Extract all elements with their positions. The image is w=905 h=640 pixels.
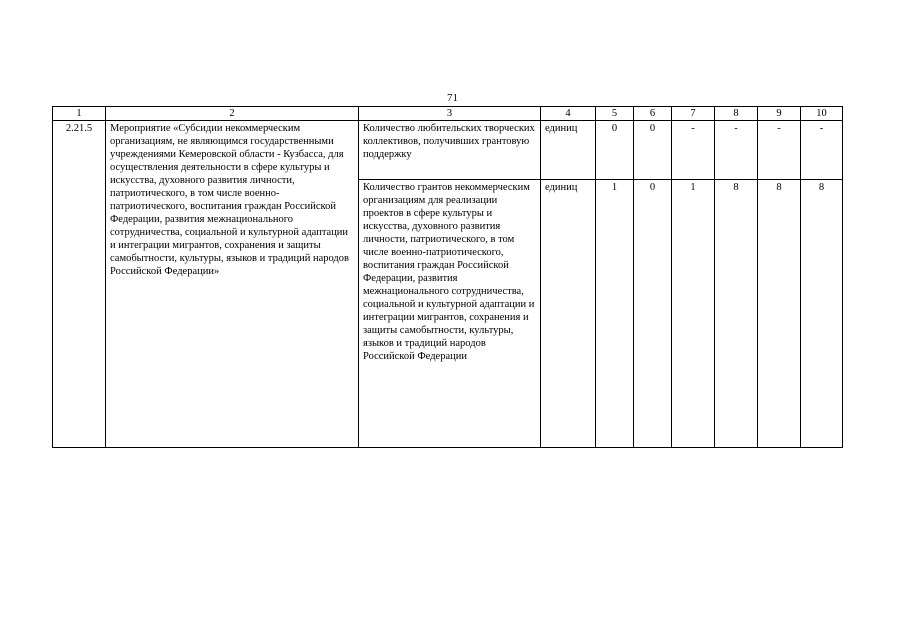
indicator-name: Количество любительских творческих коллективов, получивших грантовую поддержку <box>359 121 541 180</box>
indicator-unit: единиц <box>541 180 596 448</box>
indicator-unit: единиц <box>541 121 596 180</box>
header-col-8: 8 <box>715 107 758 121</box>
indicator-value-5: 0 <box>596 121 634 180</box>
table-row <box>53 121 843 180</box>
indicators-table <box>52 106 843 448</box>
indicator-value-5: 1 <box>596 180 634 448</box>
header-col-4: 4 <box>541 107 596 121</box>
header-col-5: 5 <box>596 107 634 121</box>
header-col-7: 7 <box>672 107 715 121</box>
indicator-value-7: 1 <box>672 180 715 448</box>
indicator-value-6: 0 <box>634 180 672 448</box>
header-col-2: 2 <box>106 107 359 121</box>
header-col-6: 6 <box>634 107 672 121</box>
indicator-value-9: - <box>758 121 801 180</box>
header-col-3: 3 <box>359 107 541 121</box>
indicator-value-7: - <box>672 121 715 180</box>
measure-description: Мероприятие «Субсидии некоммерческим организациям, не являющимся государственными учреждениями Кемеровской области - Кузбасса, для осуществления деятельности в сфере культуры и искусства, духовного развития личности, патриотического, в том числе военно-патриотического, воспитания граждан Российской Федерации, развития межнационального сотрудничества, социальной и культурной адаптации и интеграции мигрантов, сохранения и защиты самобытности, культуры, языков и традиций народов Российской Федерации» <box>106 121 359 448</box>
header-col-10: 10 <box>801 107 843 121</box>
indicator-value-8: 8 <box>715 180 758 448</box>
indicator-name: Количество грантов некоммерческим организациям для реализации проектов в сфере культуры и искусства, духовного развития личности, патриотического, в том числе военно-патриотического, воспитания граждан Российской Федерации, развития межнационального сотрудничества, социальной и культурной адаптации и интеграции мигрантов, сохранения и защиты самобытности, культуры, языков и традиций народов Российской Федерации <box>359 180 541 448</box>
indicator-value-10: - <box>801 121 843 180</box>
header-col-1: 1 <box>53 107 106 121</box>
page-number: 71 <box>447 92 458 104</box>
indicator-value-9: 8 <box>758 180 801 448</box>
header-col-9: 9 <box>758 107 801 121</box>
indicator-value-6: 0 <box>634 121 672 180</box>
indicator-value-10: 8 <box>801 180 843 448</box>
row-code: 2.21.5 <box>53 121 106 448</box>
header-row <box>53 107 843 121</box>
indicator-value-8: - <box>715 121 758 180</box>
